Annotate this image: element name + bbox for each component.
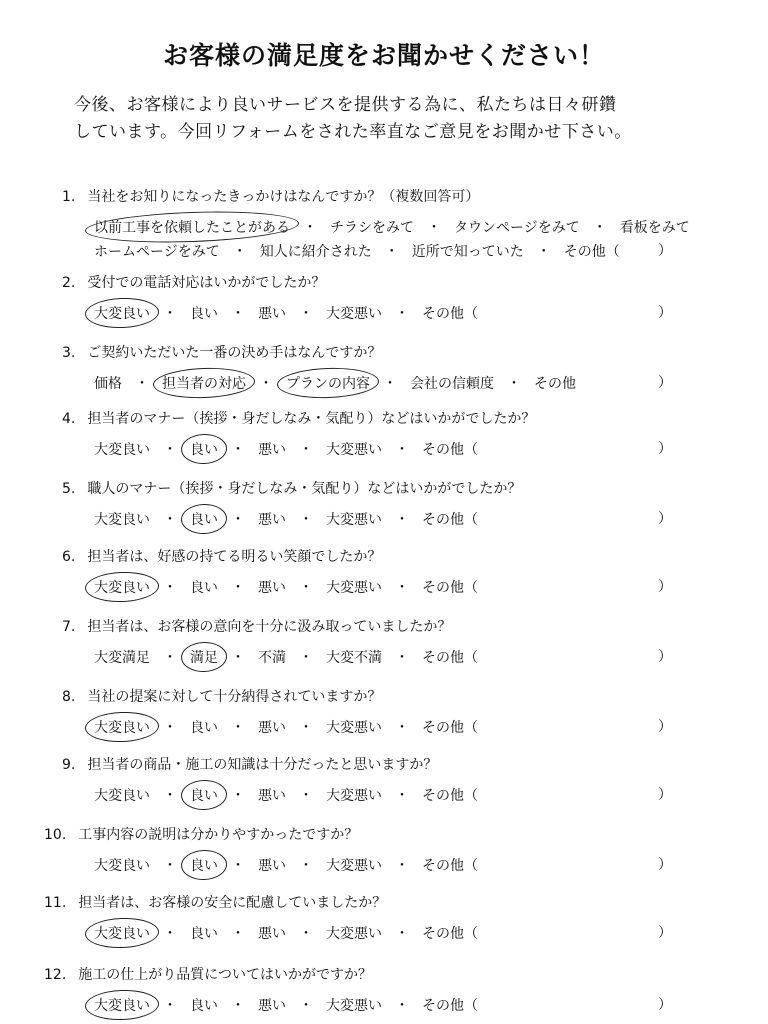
- option[interactable]: 良い: [190, 580, 218, 596]
- option[interactable]: 会社の信頼度: [410, 376, 494, 392]
- option-separator: ・: [163, 788, 177, 804]
- question-number: 8.: [62, 689, 76, 705]
- question-text: [62, 754, 437, 774]
- option-circled[interactable]: 良い: [186, 438, 222, 460]
- option-circled[interactable]: プランの内容: [282, 372, 374, 394]
- question-text: [62, 272, 325, 292]
- option-separator: ・: [259, 376, 273, 392]
- option-separator: ・: [231, 998, 245, 1014]
- option[interactable]: 悪い: [258, 720, 286, 736]
- question-label: 当社の提案に対して十分納得されていますか？: [87, 689, 382, 705]
- option[interactable]: 看板をみて: [619, 220, 690, 236]
- option-circled[interactable]: 大変良い: [90, 716, 154, 738]
- option-row: [90, 508, 690, 530]
- question-text: [62, 408, 535, 428]
- option[interactable]: 良い: [190, 926, 218, 942]
- option[interactable]: チラシをみて: [330, 220, 414, 236]
- option-separator: ・: [395, 998, 409, 1014]
- option-separator: ・: [231, 512, 245, 528]
- option-separator: ・: [395, 580, 409, 596]
- option-circled[interactable]: 大変良い: [90, 576, 154, 598]
- option-separator: ・: [299, 788, 313, 804]
- other-close-paren: ）: [658, 649, 672, 665]
- other-close-paren: ）: [658, 305, 672, 321]
- option[interactable]: 大変良い: [94, 442, 150, 458]
- option-separator: ・: [163, 998, 177, 1014]
- option-row: [90, 576, 690, 598]
- question-number: 3.: [62, 345, 76, 361]
- option-separator: ・: [395, 788, 409, 804]
- question-text: [44, 824, 358, 844]
- option-separator: ・: [427, 220, 441, 236]
- option[interactable]: その他（: [422, 580, 478, 596]
- option[interactable]: 良い: [190, 720, 218, 736]
- question-label: 工事内容の説明は分かりやすかったですか？: [78, 827, 359, 843]
- intro-text: [74, 92, 714, 146]
- option-separator: ・: [231, 788, 245, 804]
- other-close-paren: ）: [658, 243, 672, 259]
- question-label: 施工の仕上がり品質についてはいかがですか？: [78, 967, 372, 983]
- option-separator: ・: [231, 306, 245, 322]
- option-separator: ・: [395, 858, 409, 874]
- other-close-paren: ）: [658, 925, 672, 941]
- option[interactable]: 悪い: [258, 858, 286, 874]
- question-text: [62, 342, 381, 362]
- question-label: ご契約いただいた一番の決め手はなんですか？: [87, 345, 382, 361]
- option[interactable]: 大変良い: [94, 512, 150, 528]
- option[interactable]: 大変悪い: [326, 580, 382, 596]
- question-number: 9.: [62, 757, 76, 773]
- other-close-paren: ）: [658, 441, 672, 457]
- option-separator: ・: [384, 244, 399, 260]
- option[interactable]: 知人に紹介された: [259, 244, 372, 260]
- option-separator: ・: [231, 858, 245, 874]
- option[interactable]: 良い: [190, 306, 218, 322]
- option-separator: ・: [299, 442, 313, 458]
- option[interactable]: 良い: [190, 998, 218, 1014]
- option-separator: ・: [163, 720, 177, 736]
- option[interactable]: その他（: [422, 998, 478, 1014]
- option-circled[interactable]: 満足: [186, 646, 222, 668]
- option-separator: ・: [303, 220, 317, 236]
- question-number: 12.: [44, 967, 67, 983]
- option[interactable]: 悪い: [258, 580, 286, 596]
- other-close-paren: ）: [658, 511, 672, 527]
- option[interactable]: 悪い: [258, 788, 286, 804]
- other-close-paren: ）: [658, 375, 672, 391]
- option-row: [90, 922, 690, 944]
- option[interactable]: 大変悪い: [326, 858, 382, 874]
- question-label: 担当者は、お客様の安全に配慮していましたか？: [78, 895, 387, 911]
- option-circled[interactable]: 担当者の対応: [158, 372, 250, 394]
- question-number: 4.: [62, 411, 76, 427]
- option-separator: ・: [299, 998, 313, 1014]
- option[interactable]: 大変悪い: [326, 720, 382, 736]
- option-separator: ・: [163, 512, 177, 528]
- question-label: 担当者は、好感の持てる明るい笑顔でしたか？: [87, 549, 382, 565]
- option-separator: ・: [163, 306, 177, 322]
- option[interactable]: その他（: [422, 512, 478, 528]
- option-separator: ・: [231, 650, 245, 666]
- option-separator: ・: [231, 442, 245, 458]
- option-separator: ・: [299, 306, 313, 322]
- option[interactable]: タウンページをみて: [454, 220, 580, 236]
- question-text: [62, 478, 521, 498]
- option[interactable]: その他: [534, 376, 576, 392]
- option-separator: ・: [395, 650, 409, 666]
- intro-line: 今後、お客様により良いサービスを提供する為に、私たちは日々研鑽: [74, 95, 617, 115]
- option-row: [90, 854, 690, 876]
- option-row: [90, 438, 690, 460]
- question-number: 5.: [62, 481, 76, 497]
- option[interactable]: 不満: [258, 650, 286, 666]
- option-row: [90, 240, 690, 262]
- page-title: お客様の満足度をお聞かせください！: [162, 41, 605, 70]
- option-separator: ・: [299, 720, 313, 736]
- option-row: [90, 784, 690, 806]
- option[interactable]: その他（: [563, 244, 620, 260]
- option[interactable]: 悪い: [258, 926, 286, 942]
- option[interactable]: 大変悪い: [326, 788, 382, 804]
- option-separator: ・: [163, 858, 177, 874]
- option[interactable]: 悪い: [258, 442, 286, 458]
- question-text: [44, 964, 372, 984]
- option[interactable]: その他（: [422, 788, 478, 804]
- option-separator: ・: [163, 580, 177, 596]
- option-separator: ・: [231, 720, 245, 736]
- option-separator: ・: [395, 442, 409, 458]
- option-separator: ・: [231, 926, 245, 942]
- option-separator: ・: [299, 512, 313, 528]
- question-number: 11.: [44, 895, 67, 911]
- option[interactable]: 価格: [94, 376, 122, 392]
- option-separator: ・: [395, 306, 409, 322]
- option-separator: ・: [383, 376, 397, 392]
- option-separator: ・: [299, 580, 313, 596]
- option-separator: ・: [163, 442, 177, 458]
- option-separator: ・: [299, 858, 313, 874]
- option-row: [90, 372, 690, 394]
- option[interactable]: その他（: [422, 926, 478, 942]
- option[interactable]: 悪い: [258, 512, 286, 528]
- option[interactable]: 近所で知っていた: [411, 244, 524, 260]
- other-close-paren: ）: [658, 719, 672, 735]
- question-label: 担当者は、お客様の意向を十分に汲み取っていましたか？: [87, 619, 452, 635]
- question-text: [62, 616, 451, 636]
- option[interactable]: 大変良い: [94, 858, 150, 874]
- question-text: [62, 186, 479, 206]
- other-close-paren: ）: [658, 787, 672, 803]
- option[interactable]: 大変悪い: [326, 926, 382, 942]
- question-number: 1.: [62, 189, 76, 205]
- question-text: [44, 892, 386, 912]
- option[interactable]: 大変悪い: [326, 512, 382, 528]
- option[interactable]: 大変不満: [326, 650, 382, 666]
- question-number: 7.: [62, 619, 76, 635]
- option-separator: ・: [507, 376, 521, 392]
- option-circled[interactable]: 大変良い: [90, 302, 154, 324]
- option-row: [90, 302, 690, 324]
- question-number: 6.: [62, 549, 76, 565]
- question-label: 担当者のマナー（挨拶・身だしなみ・気配り）などはいかがでしたか？: [87, 411, 536, 427]
- option[interactable]: その他（: [422, 650, 478, 666]
- intro-line: しています。今回リフォームをされた率直なご意見をお聞かせ下さい。: [74, 122, 632, 142]
- option-circled[interactable]: 良い: [186, 508, 222, 530]
- option-separator: ・: [135, 376, 149, 392]
- option-circled[interactable]: 良い: [186, 784, 222, 806]
- option-separator: ・: [163, 926, 177, 942]
- option[interactable]: 悪い: [258, 998, 286, 1014]
- question-label: 当社をお知りになったきっかけはなんですか？（複数回答可）: [87, 189, 480, 205]
- option[interactable]: その他（: [422, 720, 478, 736]
- question-label: 職人のマナー（挨拶・身だしなみ・気配り）などはいかがでしたか？: [87, 481, 522, 497]
- option[interactable]: 大変満足: [94, 650, 150, 666]
- option-separator: ・: [299, 926, 313, 942]
- option-separator: ・: [395, 720, 409, 736]
- question-label: 受付での電話対応はいかがでしたか？: [87, 275, 326, 291]
- option-circled[interactable]: 大変良い: [90, 922, 154, 944]
- option[interactable]: その他（: [422, 442, 478, 458]
- option-row: [90, 716, 690, 738]
- option[interactable]: 大変悪い: [326, 442, 382, 458]
- option-separator: ・: [395, 926, 409, 942]
- question-label: 担当者の商品・施工の知識は十分だったと思いますか？: [87, 757, 438, 773]
- option-separator: ・: [231, 580, 245, 596]
- option-separator: ・: [536, 244, 551, 260]
- option-circled[interactable]: 良い: [186, 854, 222, 876]
- option-row: [90, 994, 690, 1016]
- option-row: [90, 216, 690, 238]
- option[interactable]: 悪い: [258, 306, 286, 322]
- option[interactable]: 大変悪い: [326, 998, 382, 1014]
- question-number: 2.: [62, 275, 76, 291]
- option[interactable]: 大変良い: [94, 788, 150, 804]
- other-close-paren: ）: [658, 579, 672, 595]
- option-separator: ・: [395, 512, 409, 528]
- option[interactable]: 大変悪い: [326, 306, 382, 322]
- question-text: [62, 546, 381, 566]
- option-separator: ・: [232, 244, 247, 260]
- option-separator: ・: [163, 650, 177, 666]
- option-separator: ・: [592, 220, 607, 236]
- option-circled[interactable]: 大変良い: [90, 994, 154, 1016]
- option-circled[interactable]: 以前工事を依頼したことがある: [90, 216, 294, 238]
- option[interactable]: ホームページをみて: [94, 244, 220, 260]
- other-close-paren: ）: [658, 857, 672, 873]
- option-row: [90, 646, 690, 668]
- option-separator: ・: [299, 650, 313, 666]
- option[interactable]: その他（: [422, 306, 478, 322]
- question-number: 10.: [44, 827, 67, 843]
- question-text: [62, 686, 381, 706]
- other-close-paren: ）: [658, 997, 672, 1013]
- option[interactable]: その他（: [422, 858, 478, 874]
